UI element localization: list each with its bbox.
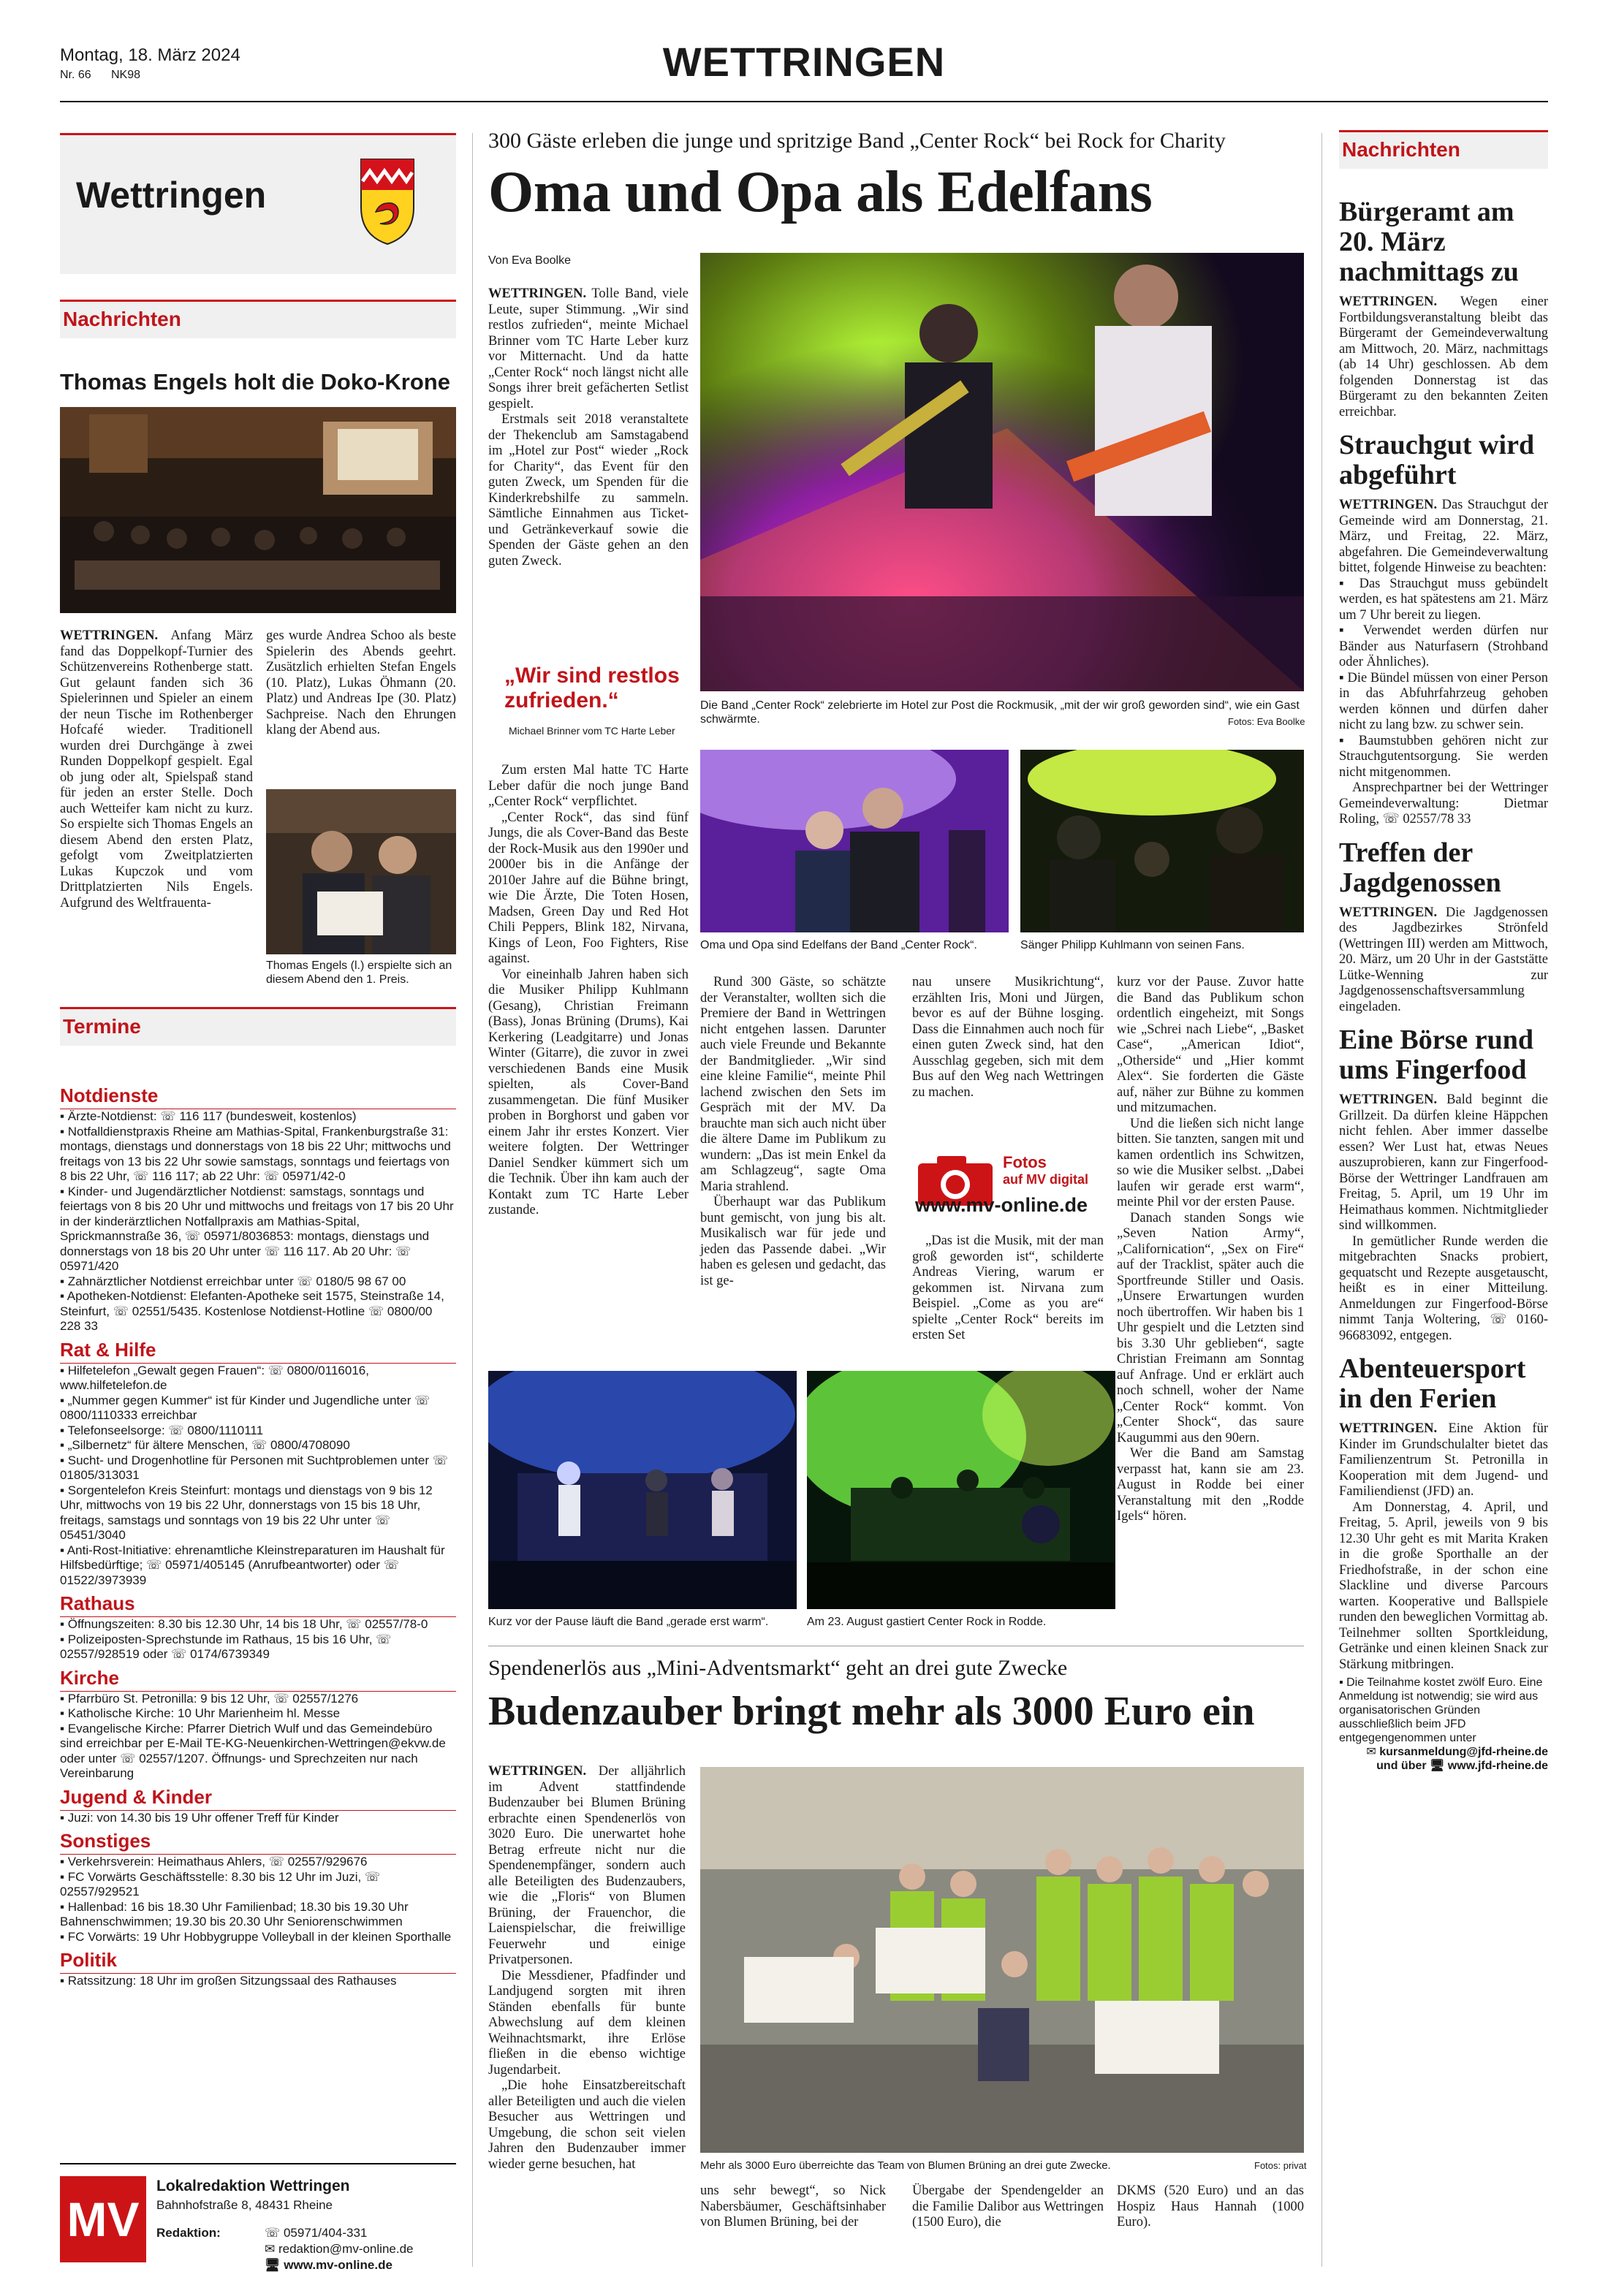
news-text: Eine Aktion für Kinder im Grundschulalter bietet das Familienzentrum St. Petronilla in Kooperation mit dem Jugend- und Familiendienst (JFD) an. (1339, 1421, 1549, 1499)
news-web[interactable]: und über 🖥 www.jfd-rheine.de (1376, 1760, 1548, 1772)
dateline: WETTRINGEN. (1339, 294, 1438, 309)
termine-heading: Rathaus (60, 1592, 456, 1617)
second-text-1: Der alljährlich im Advent stattfindende Budenzauber bei Blumen Brüning erbrachte einen Spendenerlös von 3020 Euro. Die unerwartet hohe Betrag erfreute nicht nur die Spendenempfänger, sondern auch alle Beteiligten des Budenzaubers, wie die „Floris“ von Blumen Brüning, der Frauenchor, die Laienspielschar, die freiwillige Feuerwehr und einige Privatpersonen. (488, 1764, 686, 1967)
main-text-10: Danach standen Songs wie „Seven Nation Army“, „Californication“, „Sex on Fire“ auf der Tracklist, später auch die Sportfreunde Stiller und Oasis. „Unsere Erwartungen wurden noch übertroffen. Wir haben bis 1 Uhr gespielt und die Letzten sind bis 3.30 Uhr geblieben“, sagte Christian Freimann am Sonntag auf Anfrage. Und er erklärt auch noch schnell, woher der Name „Center Rock“ kommt. Von „Center Shock“, das saure Kaugummi aus den 90ern. (1117, 1210, 1304, 1445)
doko-winner-photo (266, 789, 456, 954)
termine-heading: Jugend & Kinder (60, 1786, 456, 1811)
news-text: Bald beginnt die Grillzeit. Da dürfen kleine Häppchen nicht fehlen. Aber immer dasselbe essen? Wer Lust hat, etwas Neues auszuprobieren, kann zur Fingerfood-Börse der Wettringer Landfrauen am Freitag, 5. April, um 19 Uhr im Heimathaus kommen. Nichtmitglieder sind willkommen. (1339, 1092, 1548, 1233)
edition-code: NK98 (111, 69, 141, 81)
footer-address: Bahnhofstraße 8, 48431 Rheine (156, 2198, 333, 2212)
news-bullet: ▪ Das Strauchgut muss gebündelt werden, es hat spätestens am 21. März um 7 Uhr bereit zu liegen. (1339, 576, 1548, 623)
footer-office: Lokalredaktion Wettringen (156, 2178, 350, 2194)
footer-rule (60, 2163, 456, 2164)
termine-item: ▪ Evangelische Kirche: Pfarrer Dietrich Wulf und das Gemeindebüro sind erreichbar per E-Mail TE-KG-Neuenkirchen-Wettringen@ekvw.de oder unter ☏ 02557/1207. Öffnungs- und Sprechzeiten nur nach Vereinbarung (60, 1721, 446, 1780)
second-col1 (488, 1764, 686, 2173)
main-text-2: Erstmals seit 2018 veranstaltete der Thekenclub am Samstagabend im „Hotel zur Post“ wieder „Rock for Charity“, das Event für den guten Zweck, um Spenden für die Kinderkrebshilfe zu sammeln. Sämtliche Einnahmen aus Ticket- und Getränkeverkauf sowie die Spenden der Gäste gehen an den guten Zweck. (488, 412, 689, 569)
footer-email[interactable]: ✉ redaktion@mv-online.de (265, 2242, 414, 2256)
main-text-6: Rund 300 Gäste, so schätzte der Veranstalter, wollten sich die Premiere der Band in Wettringen nicht entgehen lassen. Darunter auch viele Freunde und Bekannte der Bandmitglieder. „Wir sind eine kleine Familie“, meinte Phil lachend zwischen den Sets im Gespräch mit der MV. Da brauchte man sich auch nicht über die ältere Dame im Publikum zu wundern: „Das ist mein Enkel da am Schlagzeug“, sagte Oma Maria strahlend. (700, 975, 886, 1194)
main-col1 (488, 286, 689, 569)
termine-heading: Sonstiges (60, 1830, 456, 1855)
main-col3: nau unsere Musikrichtung“, erzählten Iris, Moni und Jürgen, bevor es auf der Bühne losging. Dass die Einnahmen auch noch für einen guten Zweck sind, hat den Ausschlag gegeben, sich mit dem Bus auf den Weg nach Wettringen zu machen. (912, 975, 1104, 1100)
main-kicker: 300 Gäste erleben die junge und spritzige Band „Center Rock“ bei Rock for Charity (488, 129, 1226, 153)
main-text-1: Tolle Band, viele Leute, super Stimmung. „Wir sind restlos zufrieden“, meinte Michael Brinner vom TC Harte Leber kurz vor Mitternacht. Und da hatte „Center Rock“ noch längst nicht alle Songs ihrer breit gefächerten Setlist gespielt. (488, 286, 689, 411)
donation-group-photo (700, 1767, 1304, 2153)
donation-photo-credit: Fotos: privat (1254, 2160, 1307, 2171)
second-text-4: uns sehr bewegt“, so Nick Nabersbäumer, Geschäftsinhaber von Blumen Brüning, bei der (700, 2183, 886, 2230)
news-text-2: Am Donnerstag, 4. April, und Freitag, 5. April, jeweils von 9 bis 12.30 Uhr geht es mit Marita Kraken in die große Sporthalle an der Friedhofstraße, in der schon eine Slackline und diverse Parcours warten. Kooperative und Ballspiele runden den beweglichen Vormittag ab. Teilnehmer sollten Sportkleidung, Getränke und einen kleinen Snack zur Stärkung mitbringen. (1339, 1499, 1548, 1672)
issue-number: Nr. 66 (60, 69, 91, 81)
news-headline: Abenteuersport in den Ferien (1339, 1353, 1526, 1414)
termine-group-politik (60, 1949, 456, 1989)
main-col2 (700, 975, 886, 1289)
main-text-9: Und die ließen sich nicht lange bitten. Sie tanzten, sangen mit und kamen ordentlich ins Schwitzen, so wie die Musiker selbst. „Dabei laufen wir gerade erst warm“, meinte Phil vor der ersten Pause. (1117, 1116, 1304, 1209)
termine-item: ▪ Ratssitzung: 18 Uhr im großen Sitzungssaal des Rathauses (60, 1974, 397, 1988)
termine-item: ▪ Notfalldienstpraxis Rheine am Mathias-Spital, Frankenburgstraße 31: montags, dienstags und donnerstags von 18 bis 22 Uhr; mittwochs und freitags von 13 bis 22 Uhr sowie samstags, sonntags und feiertags von 8 bis 22 Uhr, ☏ 116 117; ab 22 Uhr: ☏ 05971/42-0 (60, 1124, 451, 1183)
main-headline: Oma und Opa als Edelfans (488, 160, 1153, 224)
main-text-7: Überhaupt war das Publikum bunt gemischt, von jung bis alt. Musikalisch war für jede und jeden das Passende dabei. „Wir haben es gelesen und gedacht, das ist ge- (700, 1195, 886, 1288)
doko-headline: Thomas Engels holt die Doko-Krone (60, 369, 450, 395)
news-bullet: ▪ Verwendet werden dürfen nur Bänder aus Naturfasern (Strohband oder Ähnliches). (1339, 623, 1548, 669)
news-note: ▪ Die Teilnahme kostet zwölf Euro. Eine Anmeldung ist notwendig; sie wird aus organisatorischen Gründen ausschließlich beim JFD entgegengenommen unter (1339, 1676, 1543, 1744)
termine-group-notdienste (60, 1084, 456, 1334)
termine-group-kirche (60, 1667, 456, 1782)
termine-item: ▪ Katholische Kirche: 10 Uhr Marienheim hl. Messe (60, 1706, 341, 1720)
section-tag-news: Nachrichten (60, 300, 456, 338)
main-text-4: „Center Rock“, das sind fünf Jungs, die als Cover-Band das Beste der Rock-Musik aus den 1990er und 2000er bis in die Anfänge der 2010er Jahre auf die Bühne bringt, wie Die Ärzte, Die Toten Hosen, Madsen, Green Day und Red Hot Chili Peppers, Blink 182, Nirvana, Kings of Leon, Foo Fighters, Rise against. (488, 810, 689, 966)
termine-item: ▪ Sucht- und Drogenhotline für Personen mit Suchtproblemen unter ☏ 01805/313031 (60, 1453, 448, 1482)
news-bullet: ▪ Baumstubben gehören nicht zur Strauchgutentsorgung. Sie werden nicht mitgenommen. (1339, 733, 1548, 780)
town-title: Wettringen (76, 175, 267, 216)
termine-item: ▪ Anti-Rost-Initiative: ehrenamtliche Kleinstreparaturen im Haushalt für Hilfsbedürftige; ☏ 05971/405145 (Anrufbeantworter) oder ☏ 01522/3973939 (60, 1543, 445, 1587)
doko-text-col2: ges wurde Andrea Schoo als beste Spielerin des Abends geehrt. Zusätzlich erhielten Stefan Engels (10. Platz), Lukas Öhmann (20. Platz) und Andreas Ipe (30. Platz) Sachpreise. Nach den Ehrungen klang der Abend aus. (266, 628, 456, 737)
main-col1-cont (488, 763, 689, 1219)
termine-heading: Kirche (60, 1667, 456, 1692)
singer-fans-photo (1020, 750, 1304, 932)
main-text-3: Zum ersten Mal hatte TC Harte Leber dafür die noch junge Band „Center Rock“ verpflichtet. (488, 763, 689, 809)
fotos-label: Fotos (1003, 1153, 1047, 1171)
dateline: WETTRINGEN. (1339, 1421, 1438, 1436)
column-divider (472, 133, 473, 2267)
grandparents-photo (700, 750, 1009, 932)
termine-item: ▪ FC Vorwärts Geschäftsstelle: 8.30 bis 12 Uhr im Juzi, ☏ 02557/929521 (60, 1869, 381, 1898)
termine-item: ▪ Ärzte-Notdienst: ☏ 116 117 (bundesweit, kostenlos) (60, 1109, 357, 1123)
news-contact: Ansprechpartner bei der Wettringer Gemeindeverwaltung: Dietmar Roling, ☏ 02557/78 33 (1339, 780, 1548, 826)
news-text: Die Jagdgenossen des Jagdbezirkes Strönfeld (Wettringen III) werden am Mittwoch, 20. März, um 20 Uhr in der Gaststätte Lütke-Wenning zur Jagdgenossenschaftsversammlung eingeladen. (1339, 905, 1548, 1014)
termine-heading: Politik (60, 1949, 456, 1974)
coat-of-arms-icon (358, 156, 417, 247)
termine-item: ▪ Polizeiposten-Sprechstunde im Rathaus, 15 bis 16 Uhr, ☏ 02557/928519 oder ☏ 0174/6739349 (60, 1632, 392, 1661)
page-title: WETTRINGEN (662, 39, 946, 85)
second-text-3: „Die hohe Einsatzbereitschaft aller Beteiligten und auch die vielen Besucher aus Wettringen und Umgebung, die schon seit vielen Jahren den Budenzauber immer wieder gerne besuchen, hat (488, 2078, 686, 2172)
stage-photo-2 (807, 1371, 1115, 1609)
main-text-5: Vor eineinhalb Jahren haben sich die Musiker Philipp Kuhlmann (Gesang), Christian Freimann (Bass), Jonas Brüning (Drums), Kai Kerkering (Leadgitarre) und Jonas Winter (Gitarre), die zuvor in zwei verschiedenen Bands eine Musik spielten, als Cover-Band zusammengetan. Die fünf Musiker proben in Borghorst und gaben vor einem Jahr ihr erstes Konzert. Vier weitere folgten. Der Wettringer Daniel Sendker kümmert sich um die Technik. Über ihn kam auch der Kontakt zum TC Harte Leber zustande. (488, 967, 689, 1217)
news-headline: Strauchgut wird abgeführt (1339, 430, 1535, 490)
pull-quote-source: Michael Brinner vom TC Harte Leber (509, 725, 675, 737)
news-text: Das Strauchgut der Gemeinde wird am Donnerstag, 21. März, und Freitag, 22. März, abgefahren. Die Gemeindeverwaltung bittet, folgende Hinweise zu beachten: (1339, 498, 1549, 575)
section-tag-termine: Termine (60, 1007, 456, 1046)
stage-photo-1 (488, 1371, 797, 1609)
header-rule (60, 101, 1548, 102)
termine-item: ▪ Verkehrsverein: Heimathaus Ahlers, ☏ 02557/929676 (60, 1855, 368, 1869)
dateline: WETTRINGEN. (1339, 905, 1438, 920)
footer-phone: ☏ 05971/404-331 (265, 2226, 368, 2240)
main-photo-caption (700, 699, 1304, 726)
main-caption-text: Die Band „Center Rock“ zelebrierte im Hotel zur Post die Rockmusik, „mit der wir groß geworden sind“, wie ein Gast schwärmte. (700, 699, 1300, 726)
termine-heading: Notdienste (60, 1084, 456, 1109)
news-headline: Treffen der Jagdgenossen (1339, 837, 1501, 898)
doko-photo-caption: Thomas Engels (l.) erspielte sich an diesem Abend den 1. Preis. (266, 959, 452, 986)
doko-text-col1 (60, 628, 253, 911)
termine-heading: Rat & Hilfe (60, 1339, 456, 1364)
footer-redaktion-label: Redaktion: (156, 2226, 221, 2240)
termine-item: ▪ Apotheken-Notdienst: Elefanten-Apotheke seit 1575, Steinstraße 14, Steinfurt, ☏ 02551/5435. Kostenlose Notdienst-Hotline ☏ 0800/00 228 33 (60, 1289, 444, 1333)
termine-item: ▪ Juzi: von 14.30 bis 19 Uhr offener Treff für Kinder (60, 1810, 339, 1825)
termine-item: ▪ Zahnärztlicher Notdienst erreichbar unter ☏ 0180/5 98 67 00 (60, 1274, 406, 1288)
termine-item: ▪ Kinder- und Jugendärztlicher Notdienst: samstags, sonntags und feiertags von 8 bis 20 Uhr und mittwochs und freitags von 17 bis 20 Uhr in der kinderärztlichen Notfallpraxis am Mathias-Spital, Sprickmannstraße 36, ☏ 05971/8036853: montags, dienstags und donnerstags von 18 bis 20 Uhr unter ☏ 116 117. Ab 20 Uhr: ☏ 05971/420 (60, 1184, 454, 1273)
dateline: WETTRINGEN. (60, 628, 159, 643)
byline: Von Eva Boolke (488, 254, 571, 267)
section-tag-right-news: Nachrichten (1339, 130, 1548, 169)
second-kicker: Spendenerlös aus „Mini-Adventsmarkt“ geht an drei gute Zwecke (488, 1656, 1068, 1680)
termine-item: ▪ Hallenbad: 16 bis 18.30 Uhr Familienbad; 18.30 bis 19.30 Uhr Bahnenschwimmen; 19.30 bis 20.30 Uhr Seniorenschwimmen (60, 1899, 409, 1928)
dateline: WETTRINGEN. (1339, 1092, 1438, 1107)
termine-list (60, 1084, 456, 1989)
termine-item: ▪ Pfarrbüro St. Petronilla: 9 bis 12 Uhr, ☏ 02557/1276 (60, 1691, 359, 1706)
stage-photo-1-caption: Kurz vor der Pause läuft die Band „gerade erst warm“. (488, 1616, 769, 1628)
second-text-5: Übergabe der Spendengelder an die Familie Dalibor aus Wettringen (1500 Euro), die (912, 2183, 1104, 2230)
termine-group-jugend (60, 1786, 456, 1826)
main-col4 (1117, 975, 1304, 1525)
donation-photo-caption: Mehr als 3000 Euro überreichte das Team von Blumen Brüning an drei gute Zwecke. (700, 2159, 1111, 2172)
second-text-2: Die Messdiener, Pfadfinder und Landjugend sorgten mit ihren Ständen ebenfalls für bunte Abwechslung auf dem kleinen Weihnachtsmarkt, ihre Erlöse fließen in die ebenso wichtige Jugendarbeit. (488, 1968, 686, 2078)
grandparents-caption: Oma und Opa sind Edelfans der Band „Center Rock“. (700, 939, 977, 951)
news-bullet: ▪ Die Bündel müssen von einer Person in das Abfuhrfahrzeug gehoben werden können und dürfen daher nicht zu lang bzw. zu schwer sein. (1339, 670, 1548, 732)
right-news-list (1339, 197, 1548, 1773)
termine-item: ▪ „Silbernetz“ für ältere Menschen, ☏ 0800/4708090 (60, 1438, 350, 1452)
concert-photo-main (700, 253, 1304, 691)
termine-item: ▪ FC Vorwärts: 19 Uhr Hobbygruppe Volleyball in der kleinen Sporthalle (60, 1929, 452, 1944)
second-headline: Budenzauber bringt mehr als 3000 Euro ein (488, 1689, 1255, 1734)
pull-quote: „Wir sind restlos zufrieden.“ (504, 664, 680, 712)
doko-text-1: Anfang März fand das Doppelkopf-Turnier des Schützenvereins Rothenberge statt. Gut gelaunt fanden sich 36 Spielerinnen und Spieler an einem der neun Tische im Rothenberger Hofcafé wieder. Traditionell wurden drei Durchgänge à zwei Runden Doppelkopf gespielt. Egal ob jung oder alt, Spielspaß stand für jeden an erster Stelle. Doch auch Wetteifer kam nicht zu kurz. So erspielte sich Thomas Engels an diesem Abend den ersten Platz, gefolgt vom Zweitplatzierten Lukas Kupczok und vom Drittplatzierten Nils Engels. Aufgrund des Weltfrauenta- (60, 628, 253, 911)
dateline: WETTRINGEN. (488, 1764, 587, 1779)
column-divider (1321, 133, 1322, 2267)
termine-item: ▪ „Nummer gegen Kummer“ ist für Kinder und Jugendliche unter ☏ 0800/1110333 erreichbar (60, 1393, 431, 1422)
news-text-2: In gemütlicher Runde werden die mitgebrachten Snacks probiert, gequatscht und Rezepte ausgetauscht, heißt es in einer Mitteilung. Anmeldungen zur Fingerfood-Börse nimmt Tanja Woltering, ☏ 0160-96683092, entgegen. (1339, 1233, 1548, 1343)
termine-group-rat-hilfe (60, 1339, 456, 1589)
singer-caption: Sänger Philipp Kuhlmann von seinen Fans. (1020, 939, 1245, 951)
edition-date: Montag, 18. März 2024 (60, 45, 240, 65)
termine-item: ▪ Öffnungszeiten: 8.30 bis 12.30 Uhr, 14 bis 18 Uhr, ☏ 02557/78-0 (60, 1617, 428, 1631)
news-text: Wegen einer Fortbildungsveranstaltung bleibt das Bürgeramt der Gemeindeverwaltung am Mittwoch, 20. März, nachmittags (ab 14 Uhr) geschlossen. Ab dem folgenden Donnerstag ist das Bürgeramt zu den bekannten Zeiten erreichbar. (1339, 294, 1549, 419)
main-text-8: kurz vor der Pause. Zuvor hatte die Band das Publikum schon ordentlich eingeheizt, mit Songs wie „Schrei nach Liebe“, „Basket Case“, „American Idiot“, „Otherside“ und „Hier kommt Alex“. Sie forderten die Gäste auf, näher zur Bühne zu kommen und mitzumachen. (1117, 975, 1304, 1115)
main-text-11: Wer die Band am Samstag verpasst hat, kann sie am 23. August in Rodde bei einer Veranstaltung mit den „Rodde Igels“ hören. (1117, 1446, 1304, 1524)
dateline: WETTRINGEN. (1339, 498, 1438, 512)
fotos-sublabel: auf MV digital (1003, 1172, 1088, 1187)
termine-item: ▪ Sorgentelefon Kreis Steinfurt: montags und dienstags von 9 bis 12 Uhr, mittwochs von 19 bis 22 Uhr, donnerstags von 15 bis 18 Uhr, freitags, samstags und sonntags von 19 bis 22 Uhr unter ☏ 05451/3040 (60, 1483, 433, 1542)
second-text-6: DKMS (520 Euro) und an das Hospiz Haus Hannah (1000 Euro). (1117, 2183, 1304, 2230)
main-text-col3-p2: „Das ist die Musik, mit der man groß geworden ist“, schilderte Andreas Viering, warum er gekommen ist. Nirvana zum Beispiel. „Come as you are“ spielte „Center Rock“ bereits im ersten Set (912, 1233, 1104, 1342)
doko-tournament-photo (60, 407, 456, 613)
news-email[interactable]: ✉ kursanmeldung@jfd-rheine.de (1366, 1746, 1548, 1758)
news-headline: Eine Börse rund ums Fingerfood (1339, 1025, 1534, 1085)
fotos-url[interactable]: www.mv-online.de (915, 1194, 1088, 1216)
photo-credit: Fotos: Eva Boolke (1228, 716, 1305, 727)
termine-item: ▪ Hilfetelefon „Gewalt gegen Frauen“: ☏ 0800/0116016, www.hilfetelefon.de (60, 1363, 369, 1392)
news-headline: Bürgeramt am 20. März nachmittags zu (1339, 197, 1519, 287)
termine-group-sonstiges (60, 1830, 456, 1945)
termine-item: ▪ Telefonseelsorge: ☏ 0800/1110111 (60, 1423, 264, 1437)
stage-photo-2-caption: Am 23. August gastiert Center Rock in Rodde. (807, 1616, 1047, 1628)
mv-logo: MV (60, 2176, 146, 2262)
termine-group-rathaus (60, 1592, 456, 1662)
footer-web[interactable]: 🖥 www.mv-online.de (265, 2258, 392, 2272)
dateline: WETTRINGEN. (488, 286, 587, 301)
